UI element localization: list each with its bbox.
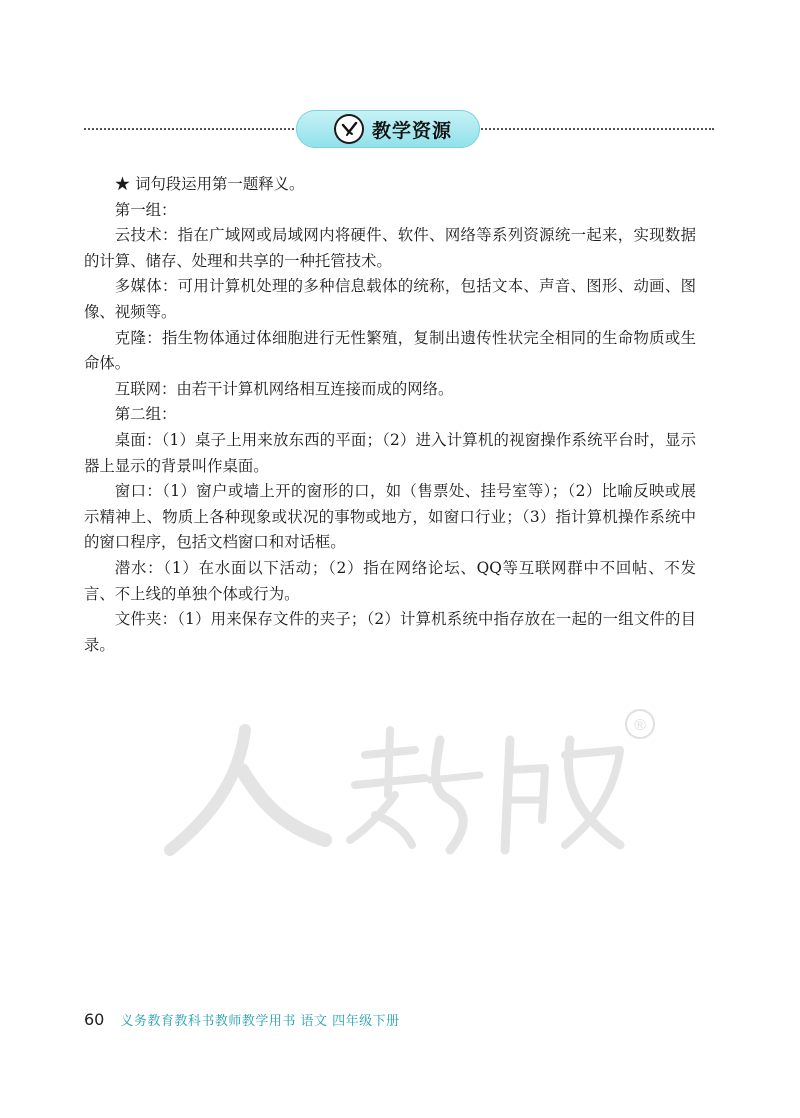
definition-window: 窗口：（1）窗户或墙上开的窗形的口，如（售票处、挂号室等）；（2）比喻反映或展示精神上、物质上各种现象或状况的事物或地方，如窗口行业；（3）指计算机操作系统中的窗口程序，包括文档窗口和对话框。 [84, 482, 696, 552]
group-heading-1: 第一组： [114, 200, 177, 219]
definition-cloud: 云技术：指在广域网或局域网内将硬件、软件、网络等系列资源统一起来，实现数据的计算、储存、处理和共享的一种托管技术。 [84, 226, 696, 270]
section-header-badge [296, 110, 480, 148]
intro-line: ★ 词句段运用第一题释义。 [114, 175, 305, 193]
main-content [84, 172, 696, 658]
page-number: 60 [84, 1010, 105, 1029]
book-title: 义务教育教科书教师教学用书 语文 四年级下册 [120, 1014, 400, 1029]
section-title: 教学资源 [372, 119, 453, 142]
publisher-watermark-logo [150, 700, 670, 870]
definition-lurking: 潜水：（1）在水面以下活动；（2）指在网络论坛、QQ等互联网群中不回帖、不发言、不上线的单独个体或行为。 [84, 558, 696, 603]
definition-desktop: 桌面：（1）桌子上用来放东西的平面；（2）进入计算机的视窗操作系统平台时，显示器上显示的背景叫作桌面。 [84, 430, 696, 475]
check-arrow-icon [334, 114, 364, 144]
header-divider-left [84, 128, 298, 130]
group-heading-2: 第二组： [114, 405, 177, 424]
definition-clone: 克隆：指生物体通过体细胞进行无性繁殖，复制出遗传性状完全相同的生命物质或生命体。 [84, 328, 696, 373]
page-footer [84, 1010, 400, 1029]
registered-mark: ® [634, 717, 646, 734]
definition-folder: 文件夹：（1）用来保存文件的夹子；（2）计算机系统中指存放在一起的一组文件的目录。 [84, 610, 696, 654]
header-divider-right [478, 128, 714, 130]
definition-internet: 互联网：由若干计算机网络相互连接而成的网络。 [114, 379, 454, 398]
definition-multimedia: 多媒体：可用计算机处理的多种信息载体的统称，包括文本、声音、图形、动画、图像、视频等。 [84, 277, 696, 321]
